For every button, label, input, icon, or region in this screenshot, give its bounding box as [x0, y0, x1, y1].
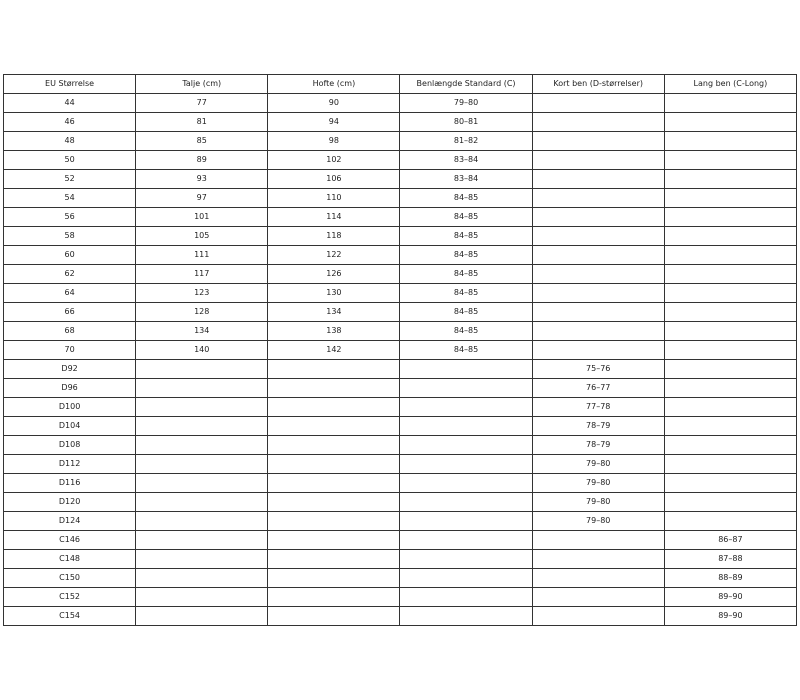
cell-inseam-short [532, 151, 664, 170]
cell-eu-size: D92 [4, 360, 136, 379]
cell-waist [136, 588, 268, 607]
cell-hip [268, 512, 400, 531]
cell-hip: 122 [268, 246, 400, 265]
cell-inseam-short [532, 284, 664, 303]
cell-inseam-short [532, 227, 664, 246]
table-row [4, 417, 797, 436]
cell-inseam-short: 77–78 [532, 398, 664, 417]
table-row [4, 588, 797, 607]
cell-inseam-long: 88–89 [664, 569, 796, 588]
cell-hip [268, 569, 400, 588]
cell-eu-size: 66 [4, 303, 136, 322]
cell-inseam-short [532, 265, 664, 284]
cell-inseam-standard [400, 493, 532, 512]
table-header [4, 75, 797, 94]
cell-inseam-long [664, 265, 796, 284]
cell-hip [268, 417, 400, 436]
cell-inseam-standard [400, 455, 532, 474]
cell-inseam-long: 87–88 [664, 550, 796, 569]
cell-inseam-standard: 84–85 [400, 189, 532, 208]
cell-waist: 81 [136, 113, 268, 132]
cell-inseam-short: 79–80 [532, 493, 664, 512]
table-row [4, 474, 797, 493]
cell-inseam-short [532, 208, 664, 227]
cell-eu-size: 56 [4, 208, 136, 227]
header-row [4, 75, 797, 94]
table-row [4, 208, 797, 227]
table-row [4, 113, 797, 132]
cell-inseam-short: 79–80 [532, 474, 664, 493]
cell-eu-size: C152 [4, 588, 136, 607]
cell-inseam-standard [400, 398, 532, 417]
cell-waist: 97 [136, 189, 268, 208]
cell-eu-size: 48 [4, 132, 136, 151]
cell-hip: 138 [268, 322, 400, 341]
cell-inseam-long [664, 322, 796, 341]
cell-hip [268, 436, 400, 455]
cell-inseam-long [664, 208, 796, 227]
cell-waist [136, 436, 268, 455]
cell-inseam-long [664, 398, 796, 417]
cell-inseam-long [664, 512, 796, 531]
cell-inseam-long [664, 360, 796, 379]
table-row [4, 227, 797, 246]
cell-hip: 114 [268, 208, 400, 227]
cell-waist [136, 455, 268, 474]
cell-inseam-standard: 83–84 [400, 170, 532, 189]
cell-hip [268, 360, 400, 379]
table-row [4, 265, 797, 284]
cell-eu-size: 58 [4, 227, 136, 246]
cell-inseam-short [532, 189, 664, 208]
cell-inseam-standard [400, 417, 532, 436]
cell-inseam-standard: 80–81 [400, 113, 532, 132]
table-row [4, 569, 797, 588]
cell-inseam-short [532, 132, 664, 151]
cell-inseam-long [664, 151, 796, 170]
cell-waist: 93 [136, 170, 268, 189]
cell-eu-size: 44 [4, 94, 136, 113]
cell-hip: 98 [268, 132, 400, 151]
cell-inseam-long: 89–90 [664, 588, 796, 607]
cell-hip: 106 [268, 170, 400, 189]
table-row [4, 360, 797, 379]
cell-inseam-short [532, 607, 664, 626]
column-header-inseam-standard: Benlængde Standard (C) [400, 75, 532, 94]
table-row [4, 341, 797, 360]
cell-eu-size: D100 [4, 398, 136, 417]
cell-inseam-standard: 79–80 [400, 94, 532, 113]
cell-waist [136, 417, 268, 436]
cell-waist: 105 [136, 227, 268, 246]
table-row [4, 189, 797, 208]
cell-eu-size: 60 [4, 246, 136, 265]
cell-hip [268, 474, 400, 493]
cell-hip: 102 [268, 151, 400, 170]
cell-hip [268, 607, 400, 626]
cell-eu-size: 50 [4, 151, 136, 170]
cell-inseam-short: 79–80 [532, 512, 664, 531]
cell-inseam-standard [400, 360, 532, 379]
cell-waist: 111 [136, 246, 268, 265]
cell-waist [136, 569, 268, 588]
cell-inseam-short [532, 550, 664, 569]
table-row [4, 379, 797, 398]
cell-inseam-short: 75–76 [532, 360, 664, 379]
cell-hip: 142 [268, 341, 400, 360]
cell-inseam-long: 89–90 [664, 607, 796, 626]
cell-inseam-long [664, 284, 796, 303]
cell-hip [268, 550, 400, 569]
table-row [4, 398, 797, 417]
column-header-hip: Hofte (cm) [268, 75, 400, 94]
cell-waist: 101 [136, 208, 268, 227]
cell-hip: 126 [268, 265, 400, 284]
cell-inseam-standard: 84–85 [400, 265, 532, 284]
cell-hip: 118 [268, 227, 400, 246]
table-row [4, 607, 797, 626]
cell-eu-size: C146 [4, 531, 136, 550]
table-row [4, 170, 797, 189]
cell-waist [136, 493, 268, 512]
cell-hip [268, 493, 400, 512]
cell-inseam-short [532, 303, 664, 322]
cell-hip: 90 [268, 94, 400, 113]
cell-inseam-long [664, 132, 796, 151]
cell-waist: 123 [136, 284, 268, 303]
cell-hip: 134 [268, 303, 400, 322]
cell-inseam-short: 78–79 [532, 436, 664, 455]
cell-inseam-long [664, 379, 796, 398]
cell-inseam-short [532, 341, 664, 360]
cell-inseam-long [664, 227, 796, 246]
cell-inseam-standard: 84–85 [400, 341, 532, 360]
cell-waist: 85 [136, 132, 268, 151]
cell-eu-size: 54 [4, 189, 136, 208]
cell-inseam-short [532, 113, 664, 132]
cell-inseam-standard [400, 379, 532, 398]
cell-inseam-standard: 84–85 [400, 246, 532, 265]
cell-waist [136, 398, 268, 417]
cell-inseam-long [664, 455, 796, 474]
cell-inseam-standard [400, 569, 532, 588]
column-header-inseam-short: Kort ben (D-størrelser) [532, 75, 664, 94]
cell-inseam-long [664, 417, 796, 436]
cell-inseam-short [532, 588, 664, 607]
table-row [4, 303, 797, 322]
cell-inseam-standard: 83–84 [400, 151, 532, 170]
cell-waist [136, 607, 268, 626]
cell-inseam-standard [400, 588, 532, 607]
cell-hip [268, 455, 400, 474]
cell-eu-size: C154 [4, 607, 136, 626]
cell-eu-size: D96 [4, 379, 136, 398]
cell-hip [268, 398, 400, 417]
cell-inseam-standard [400, 550, 532, 569]
cell-inseam-short [532, 569, 664, 588]
cell-inseam-long [664, 170, 796, 189]
column-header-eu-size: EU Størrelse [4, 75, 136, 94]
cell-eu-size: D104 [4, 417, 136, 436]
table-row [4, 322, 797, 341]
cell-inseam-long [664, 189, 796, 208]
cell-inseam-long [664, 94, 796, 113]
cell-hip: 130 [268, 284, 400, 303]
cell-waist [136, 512, 268, 531]
table-row [4, 284, 797, 303]
size-chart-table [3, 74, 797, 626]
cell-inseam-short [532, 246, 664, 265]
cell-inseam-standard [400, 607, 532, 626]
cell-inseam-standard [400, 512, 532, 531]
cell-hip [268, 588, 400, 607]
cell-eu-size: 52 [4, 170, 136, 189]
cell-inseam-short [532, 94, 664, 113]
cell-inseam-long [664, 436, 796, 455]
cell-waist [136, 379, 268, 398]
table-row [4, 94, 797, 113]
cell-eu-size: 68 [4, 322, 136, 341]
cell-inseam-long [664, 113, 796, 132]
cell-waist: 134 [136, 322, 268, 341]
column-header-inseam-long: Lang ben (C-Long) [664, 75, 796, 94]
cell-waist: 128 [136, 303, 268, 322]
cell-hip: 94 [268, 113, 400, 132]
cell-eu-size: 46 [4, 113, 136, 132]
cell-inseam-short: 76–77 [532, 379, 664, 398]
table-row [4, 436, 797, 455]
cell-inseam-standard [400, 474, 532, 493]
cell-inseam-long [664, 303, 796, 322]
cell-waist: 89 [136, 151, 268, 170]
table-row [4, 531, 797, 550]
cell-inseam-standard: 81–82 [400, 132, 532, 151]
cell-waist [136, 474, 268, 493]
table-body [4, 94, 797, 626]
cell-inseam-standard [400, 531, 532, 550]
cell-inseam-standard: 84–85 [400, 208, 532, 227]
cell-inseam-long [664, 246, 796, 265]
cell-eu-size: C150 [4, 569, 136, 588]
cell-hip [268, 379, 400, 398]
cell-inseam-long [664, 493, 796, 512]
cell-inseam-short [532, 322, 664, 341]
cell-inseam-long [664, 474, 796, 493]
cell-waist: 140 [136, 341, 268, 360]
cell-inseam-short [532, 170, 664, 189]
cell-eu-size: D108 [4, 436, 136, 455]
cell-inseam-standard: 84–85 [400, 322, 532, 341]
cell-inseam-short: 78–79 [532, 417, 664, 436]
cell-eu-size: D120 [4, 493, 136, 512]
cell-inseam-standard [400, 436, 532, 455]
cell-eu-size: D124 [4, 512, 136, 531]
cell-eu-size: 70 [4, 341, 136, 360]
table-row [4, 132, 797, 151]
table-row [4, 512, 797, 531]
cell-inseam-short [532, 531, 664, 550]
cell-eu-size: D112 [4, 455, 136, 474]
table-row [4, 550, 797, 569]
column-header-waist: Talje (cm) [136, 75, 268, 94]
cell-inseam-standard: 84–85 [400, 303, 532, 322]
cell-eu-size: C148 [4, 550, 136, 569]
cell-eu-size: D116 [4, 474, 136, 493]
cell-waist [136, 360, 268, 379]
cell-eu-size: 64 [4, 284, 136, 303]
cell-hip: 110 [268, 189, 400, 208]
table-row [4, 455, 797, 474]
cell-waist [136, 531, 268, 550]
cell-waist [136, 550, 268, 569]
cell-inseam-short: 79–80 [532, 455, 664, 474]
cell-waist: 77 [136, 94, 268, 113]
table-row [4, 246, 797, 265]
cell-eu-size: 62 [4, 265, 136, 284]
cell-waist: 117 [136, 265, 268, 284]
cell-hip [268, 531, 400, 550]
cell-inseam-long: 86–87 [664, 531, 796, 550]
cell-inseam-long [664, 341, 796, 360]
cell-inseam-standard: 84–85 [400, 284, 532, 303]
cell-inseam-standard: 84–85 [400, 227, 532, 246]
table-row [4, 151, 797, 170]
table-row [4, 493, 797, 512]
